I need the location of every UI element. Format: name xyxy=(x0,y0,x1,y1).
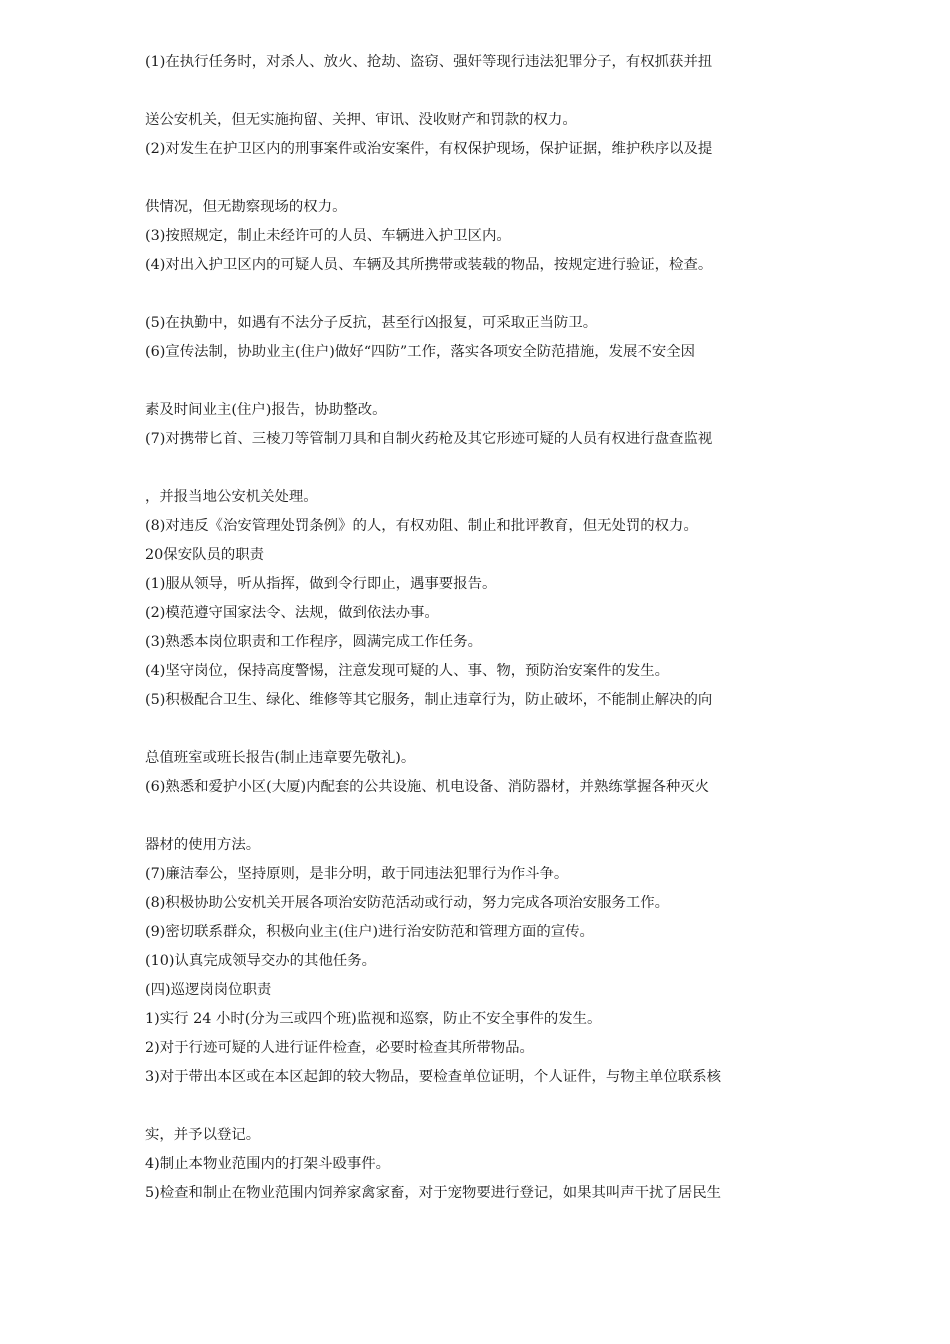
text-line: 5)检查和制止在物业范围内饲养家禽家畜，对于宠物要进行登记，如果其叫声干扰了居民生 xyxy=(145,1185,722,1201)
text-line: 1)实行 24 小时(分为三或四个班)监视和巡察，防止不安全事件的发生。 xyxy=(145,1011,602,1027)
section-heading: 20保安队员的职责 xyxy=(145,547,265,563)
text-line: 器材的使用方法。 xyxy=(145,837,261,853)
text-line: (2)对发生在护卫区内的刑事案件或治安案件，有权保护现场，保护证据，维护秩序以及提 xyxy=(145,141,713,157)
text-line: 2)对于行迹可疑的人进行证件检查，必要时检查其所带物品。 xyxy=(145,1040,534,1056)
text-line: (8)积极协助公安机关开展各项治安防范活动或行动，努力完成各项治安服务工作。 xyxy=(145,895,670,911)
text-line: (1)服从领导，听从指挥，做到令行即止，遇事要报告。 xyxy=(145,576,497,592)
text-line: (8)对违反《治安管理处罚条例》的人，有权劝阻、制止和批评教育，但无处罚的权力。 xyxy=(145,518,698,534)
text-line: ，并报当地公安机关处理。 xyxy=(145,489,318,505)
text-line: (6)宣传法制，协助业主(住户)做好“四防”工作，落实各项安全防范措施，发展不安全因 xyxy=(145,344,696,360)
text-line: 供情况，但无勘察现场的权力。 xyxy=(145,199,347,215)
text-line: (10)认真完成领导交办的其他任务。 xyxy=(145,953,377,969)
text-line: 总值班室或班长报告(制止违章要先敬礼)。 xyxy=(145,750,416,766)
text-line: 实，并予以登记。 xyxy=(145,1127,261,1143)
text-line: 3)对于带出本区或在本区起卸的较大物品，要检查单位证明，个人证件，与物主单位联系核 xyxy=(145,1069,722,1085)
text-line: (4)坚守岗位，保持高度警惕，注意发现可疑的人、事、物，预防治安案件的发生。 xyxy=(145,663,670,679)
text-line: 4)制止本物业范围内的打架斗殴事件。 xyxy=(145,1156,391,1172)
text-line: (5)积极配合卫生、绿化、维修等其它服务，制止违章行为，防止破坏，不能制止解决的向 xyxy=(145,692,713,708)
text-line: (3)按照规定，制止未经许可的人员、车辆进入护卫区内。 xyxy=(145,228,511,244)
text-line: 送公安机关，但无实施拘留、关押、审讯、没收财产和罚款的权力。 xyxy=(145,112,577,128)
text-line: (9)密切联系群众，积极向业主(住户)进行治安防范和管理方面的宣传。 xyxy=(145,924,594,940)
text-line: (1)在执行任务时，对杀人、放火、抢劫、盗窃、强奸等现行违法犯罪分子，有权抓获并扭 xyxy=(145,54,713,70)
section-heading: (四)巡逻岗岗位职责 xyxy=(145,982,272,998)
text-line: (6)熟悉和爱护小区(大厦)内配套的公共设施、机电设备、消防器材，并熟练掌握各种灭火 xyxy=(145,779,710,795)
text-line: (4)对出入护卫区内的可疑人员、车辆及其所携带或装载的物品，按规定进行验证，检查。 xyxy=(145,257,713,273)
text-line: (5)在执勤中，如遇有不法分子反抗，甚至行凶报复，可采取正当防卫。 xyxy=(145,315,598,331)
text-line: 素及时间业主(住户)报告，协助整改。 xyxy=(145,402,387,418)
text-line: (3)熟悉本岗位职责和工作程序，圆满完成工作任务。 xyxy=(145,634,482,650)
text-line: (7)对携带匕首、三棱刀等管制刀具和自制火药枪及其它形迹可疑的人员有权进行盘查监视 xyxy=(145,431,713,447)
text-line: (7)廉洁奉公，坚持原则，是非分明，敢于同违法犯罪行为作斗争。 xyxy=(145,866,569,882)
text-line: (2)模范遵守国家法令、法规，做到依法办事。 xyxy=(145,605,439,621)
